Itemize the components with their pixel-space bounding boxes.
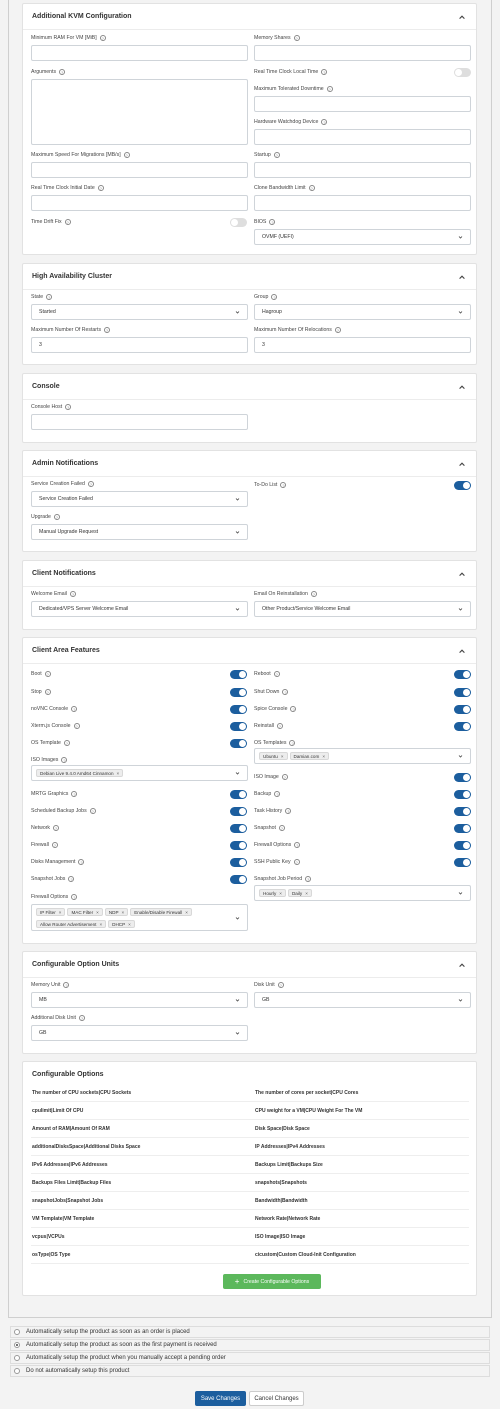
help-icon: ? xyxy=(80,1016,84,1021)
chevron-up-icon[interactable] xyxy=(458,460,466,468)
panel-title: Configurable Option Units xyxy=(32,961,120,968)
max-relocations-input[interactable]: 3 xyxy=(254,337,471,353)
os-templates-label: OS Templates ? xyxy=(254,740,294,746)
chevron-down-icon xyxy=(235,771,240,776)
snapshot-period-label: Snapshot Job Period ? xyxy=(254,876,310,882)
clone-bw-label: Clone Bandwidth Limit ? xyxy=(254,185,313,191)
kvm-panel xyxy=(22,3,477,255)
panel-title: Client Area Features xyxy=(32,647,100,654)
row-divider xyxy=(31,1101,469,1102)
xterm-toggle[interactable] xyxy=(230,722,247,731)
todo-toggle[interactable] xyxy=(454,481,471,490)
tag: MAC Filter × xyxy=(67,908,102,916)
help-icon: ? xyxy=(48,295,51,300)
reinstall-email-label: Email On Reinstallation ? xyxy=(254,591,316,597)
backup-toggle[interactable] xyxy=(454,790,471,799)
bios-label: BIOS ? xyxy=(254,219,274,225)
mrtg-toggle[interactable] xyxy=(230,790,247,799)
configurable-option-item: The number of CPU sockets|CPU Sockets xyxy=(32,1090,132,1096)
remove-icon[interactable]: × xyxy=(116,770,120,776)
chevron-down-icon xyxy=(235,916,240,921)
watchdog-input[interactable] xyxy=(254,129,471,145)
disks-toggle[interactable] xyxy=(230,858,247,867)
tag: NDP × xyxy=(105,908,128,916)
help-icon: ? xyxy=(55,515,59,520)
client-notifications-panel xyxy=(22,560,477,630)
help-icon: ? xyxy=(46,672,49,677)
network-toggle[interactable] xyxy=(230,824,247,833)
firewall-label: Firewall ? xyxy=(31,842,56,848)
additional-disk-unit-label: Additional Disk Unit ? xyxy=(31,1015,84,1021)
stop-label: Stop ? xyxy=(31,689,49,695)
remove-icon[interactable]: × xyxy=(185,909,188,915)
radio[interactable] xyxy=(14,1329,20,1335)
help-icon: ? xyxy=(60,70,64,75)
shutdown-toggle[interactable] xyxy=(454,688,471,697)
panel-header[interactable] xyxy=(23,374,476,400)
help-icon: ? xyxy=(99,186,102,191)
configurable-option-item: snapshotJobs|Snapshot Jobs xyxy=(32,1198,104,1204)
help-icon: ? xyxy=(291,741,294,746)
help-icon: ? xyxy=(295,36,298,41)
radio[interactable] xyxy=(14,1368,20,1374)
help-icon: ? xyxy=(280,826,284,831)
time-drift-toggle[interactable] xyxy=(230,218,247,227)
memory-unit-select[interactable]: MB xyxy=(31,992,248,1008)
os-templates-select[interactable] xyxy=(254,748,471,764)
help-icon: ? xyxy=(66,220,69,225)
stop-toggle[interactable] xyxy=(230,688,247,697)
row-divider xyxy=(31,1155,469,1156)
panel-title: Configurable Options xyxy=(32,1071,104,1078)
task-history-label: Task History ? xyxy=(254,808,290,814)
help-icon: ? xyxy=(73,792,76,797)
clone-bw-input[interactable] xyxy=(254,195,471,211)
firewall-options-label: Firewall Options ? xyxy=(254,842,299,848)
setup-option-manual-accept[interactable]: Automatically setup the product when you manually accept a pending order xyxy=(10,1352,490,1364)
rtc-local-toggle[interactable] xyxy=(454,68,471,77)
chevron-up-icon[interactable] xyxy=(458,383,466,391)
option-units-panel xyxy=(22,951,477,1054)
rtc-date-input[interactable] xyxy=(31,195,248,211)
panel-header[interactable] xyxy=(23,451,476,477)
tag: Allow Router Advertisement × xyxy=(36,920,106,928)
state-label: State ? xyxy=(31,294,51,300)
spice-label: Spice Console ? xyxy=(254,706,295,712)
radio[interactable] xyxy=(14,1355,20,1361)
boot-toggle[interactable] xyxy=(230,670,247,679)
arguments-label: Arguments ? xyxy=(31,69,64,75)
chevron-down-icon xyxy=(235,1031,240,1036)
help-icon: ? xyxy=(271,220,274,225)
remove-icon[interactable]: × xyxy=(305,890,308,896)
novnc-label: noVNC Console ? xyxy=(31,706,76,712)
help-icon: ? xyxy=(273,295,276,300)
ssh-key-toggle[interactable] xyxy=(454,858,471,867)
help-icon: ? xyxy=(275,153,278,158)
upgrade-label: Upgrade ? xyxy=(31,514,59,520)
help-icon: ? xyxy=(71,592,75,597)
reboot-label: Reboot ? xyxy=(254,671,278,677)
reinstall-label: Reinstall ? xyxy=(254,723,282,729)
boot-label: Boot ? xyxy=(31,671,49,677)
snapshot-label: Snapshot ? xyxy=(254,825,284,831)
setup-option-none[interactable]: Do not automatically setup this product xyxy=(10,1365,490,1377)
sched-backup-label: Scheduled Backup Jobs ? xyxy=(31,808,94,814)
state-select[interactable]: Started xyxy=(31,304,248,320)
help-icon: ? xyxy=(91,809,94,814)
plus-icon: + xyxy=(234,1276,240,1286)
row-divider xyxy=(31,1263,469,1264)
tag: DHCP × xyxy=(108,920,135,928)
panel-header[interactable] xyxy=(23,561,476,587)
chevron-down-icon xyxy=(235,607,240,612)
chevron-down-icon xyxy=(458,754,463,759)
console-panel xyxy=(22,373,477,443)
max-speed-input[interactable] xyxy=(31,162,248,178)
help-icon: ? xyxy=(73,895,76,900)
creation-failed-select[interactable]: Service Creation Failed xyxy=(31,491,248,507)
help-icon: ? xyxy=(276,792,279,797)
max-relocations-label: Maximum Number Of Relocations ? xyxy=(254,327,339,333)
help-icon: ? xyxy=(279,983,282,988)
help-icon: ? xyxy=(275,672,278,677)
remove-icon[interactable]: × xyxy=(96,909,99,915)
min-ram-label: Minimum RAM For VM [MiB] ? xyxy=(31,35,104,41)
row-divider xyxy=(31,1209,469,1210)
rtc-date-label: Real Time Clock Initial Date ? xyxy=(31,185,102,191)
tag: Daily × xyxy=(288,889,312,897)
panel-header[interactable] xyxy=(23,4,476,30)
panel-header[interactable] xyxy=(23,952,476,978)
snapshot-jobs-toggle[interactable] xyxy=(230,875,247,884)
iso-image-label: ISO Image ? xyxy=(254,774,286,780)
snapshot-jobs-label: Snapshot Jobs ? xyxy=(31,876,73,882)
configurable-option-item: Backups Limit|Backups Size xyxy=(255,1162,323,1168)
upgrade-select[interactable]: Manual Upgrade Request xyxy=(31,524,248,540)
memory-unit-label: Memory Unit ? xyxy=(31,982,68,988)
cancel-changes-button[interactable]: Cancel Changes xyxy=(249,1391,304,1406)
help-icon: ? xyxy=(312,592,316,597)
todo-label: To-Do List ? xyxy=(254,482,285,488)
os-template-label: OS Template ? xyxy=(31,740,68,746)
configurable-option-item: The number of cores per socket|CPU Cores xyxy=(255,1090,359,1096)
configurable-option-item: vcpus|VCPUs xyxy=(32,1234,65,1240)
os-template-toggle[interactable] xyxy=(230,739,247,748)
ssh-key-label: SSH Public Key ? xyxy=(254,859,298,865)
help-icon: ? xyxy=(89,482,93,487)
tag: IP Filter × xyxy=(36,908,65,916)
chevron-down-icon xyxy=(458,310,463,315)
help-icon: ? xyxy=(328,87,331,92)
chevron-up-icon[interactable] xyxy=(458,570,466,578)
iso-images-select[interactable] xyxy=(31,765,248,781)
panel-header xyxy=(23,1062,476,1088)
creation-failed-label: Service Creation Failed ? xyxy=(31,481,93,487)
panel-title: Client Notifications xyxy=(32,570,96,577)
startup-input[interactable] xyxy=(254,162,471,178)
remove-icon[interactable]: × xyxy=(99,921,103,927)
chevron-up-icon[interactable] xyxy=(458,13,466,21)
disk-unit-label: Disk Unit ? xyxy=(254,982,282,988)
remove-icon[interactable]: × xyxy=(121,909,125,915)
console-host-label: Console Host ? xyxy=(31,404,70,410)
panel-header[interactable] xyxy=(23,264,476,290)
configurable-option-item: CPU weight for a VM|CPU Weight For The VM xyxy=(255,1108,363,1114)
additional-disk-unit-select[interactable]: GB xyxy=(31,1025,248,1041)
chevron-down-icon xyxy=(235,530,240,535)
bios-select[interactable]: OVMF (UEFI) xyxy=(254,229,471,245)
tag: Hourly × xyxy=(259,889,286,897)
iso-images-label: ISO Images ? xyxy=(31,757,66,763)
remove-icon[interactable]: × xyxy=(279,890,282,896)
help-icon: ? xyxy=(292,707,295,712)
configurable-options-panel xyxy=(22,1061,477,1296)
help-icon: ? xyxy=(63,758,66,763)
novnc-toggle[interactable] xyxy=(230,705,247,714)
console-host-input[interactable] xyxy=(31,414,248,430)
help-icon: ? xyxy=(73,707,76,712)
panel-title: High Availability Cluster xyxy=(32,273,112,280)
chevron-down-icon xyxy=(235,497,240,502)
group-label: Group ? xyxy=(254,294,276,300)
rtc-local-label: Real Time Clock Local Time ? xyxy=(254,69,326,75)
max-restarts-input[interactable]: 3 xyxy=(31,337,248,353)
chevron-down-icon xyxy=(235,310,240,315)
remove-icon[interactable]: × xyxy=(128,921,131,927)
help-icon: ? xyxy=(54,826,58,831)
configurable-option-item: Network Rate|Network Rate xyxy=(255,1216,321,1222)
row-divider xyxy=(31,1119,469,1120)
help-icon: ? xyxy=(101,36,104,41)
watchdog-label: Hardware Watchdog Device ? xyxy=(254,119,326,125)
reinstall-email-select[interactable]: Other Product/Service Welcome Email xyxy=(254,601,471,617)
mrtg-label: MRTG Graphics ? xyxy=(31,791,76,797)
firewall-toggle[interactable] xyxy=(230,841,247,850)
spice-toggle[interactable] xyxy=(454,705,471,714)
help-icon: ? xyxy=(284,690,287,695)
tag: Enable/Disable Firewall × xyxy=(130,908,192,916)
configurable-option-item: osType|OS Type xyxy=(32,1252,71,1258)
row-divider xyxy=(31,1245,469,1246)
help-icon: ? xyxy=(67,405,70,410)
configurable-option-item: Amount of RAM|Amount Of RAM xyxy=(32,1126,110,1132)
help-icon: ? xyxy=(336,328,339,333)
network-label: Network ? xyxy=(31,825,58,831)
time-drift-label: Time Drift Fix ? xyxy=(31,219,69,225)
max-downtime-label: Maximum Tolerated Downtime ? xyxy=(254,86,331,92)
reinstall-toggle[interactable] xyxy=(454,722,471,731)
help-icon: ? xyxy=(295,860,298,865)
help-icon: ? xyxy=(323,120,326,125)
chevron-down-icon xyxy=(235,998,240,1003)
help-icon: ? xyxy=(70,877,73,882)
panel-title: Console xyxy=(32,383,60,390)
max-downtime-input[interactable] xyxy=(254,96,471,112)
save-changes-button[interactable]: Save Changes xyxy=(195,1391,246,1406)
help-icon: ? xyxy=(283,775,286,780)
help-icon: ? xyxy=(282,483,285,488)
help-icon: ? xyxy=(65,741,68,746)
panel-title: Additional KVM Configuration xyxy=(32,13,132,20)
help-icon: ? xyxy=(46,690,49,695)
configurable-option-item: cpulimit|Limit Of CPU xyxy=(32,1108,84,1114)
client-area-features-panel xyxy=(22,637,477,944)
snapshot-toggle[interactable] xyxy=(454,824,471,833)
configurable-option-item: Backups Files Limit|Backup Files xyxy=(32,1180,112,1186)
reboot-toggle[interactable] xyxy=(454,670,471,679)
group-select[interactable]: Hagroup xyxy=(254,304,471,320)
help-icon: ? xyxy=(65,983,68,988)
help-icon: ? xyxy=(310,186,313,191)
chevron-up-icon[interactable] xyxy=(458,273,466,281)
row-divider xyxy=(31,1137,469,1138)
xterm-label: Xterm.js Console ? xyxy=(31,723,78,729)
welcome-email-label: Welcome Email ? xyxy=(31,591,75,597)
panel-title: Admin Notifications xyxy=(32,460,99,467)
help-icon: ? xyxy=(105,328,109,333)
configurable-option-item: IP Addresses|IPv4 Addresses xyxy=(255,1144,325,1150)
memory-shares-label: Memory Shares ? xyxy=(254,35,298,41)
chevron-up-icon[interactable] xyxy=(458,961,466,969)
welcome-email-select[interactable]: Dedicated/VPS Server Welcome Email xyxy=(31,601,248,617)
help-icon: ? xyxy=(125,153,128,158)
admin-notifications-panel xyxy=(22,450,477,552)
panel-header[interactable] xyxy=(23,638,476,664)
firewall-options-select[interactable] xyxy=(31,904,248,931)
startup-label: Startup ? xyxy=(254,152,278,158)
configurable-option-item: additionalDisksSpace|Additional Disks Space xyxy=(32,1144,141,1150)
setup-option-order-placed[interactable]: Automatically setup the product as soon as an order is placed xyxy=(10,1326,490,1338)
chevron-down-icon xyxy=(458,891,463,896)
configurable-option-item: snapshots|Snapshots xyxy=(255,1180,307,1186)
setup-option-first-payment[interactable]: Automatically setup the product as soon as the first payment is received xyxy=(10,1339,490,1351)
remove-icon[interactable]: × xyxy=(58,909,62,915)
configurable-option-item: IPv6 Addresses|IPv6 Addresses xyxy=(32,1162,108,1168)
iso-image-toggle[interactable] xyxy=(454,773,471,782)
arguments-textarea[interactable] xyxy=(31,79,248,145)
row-divider xyxy=(31,1191,469,1192)
remove-icon[interactable]: × xyxy=(280,753,284,759)
configurable-option-item: ISO Image|ISO Image xyxy=(255,1234,306,1240)
help-icon: ? xyxy=(287,809,290,814)
shutdown-label: Shut Down ? xyxy=(254,689,287,695)
configurable-option-item: Disk Space|Disk Space xyxy=(255,1126,310,1132)
ha-panel xyxy=(22,263,477,365)
backup-label: Backup ? xyxy=(254,791,279,797)
row-divider xyxy=(31,1227,469,1228)
help-icon: ? xyxy=(80,860,83,865)
tag: Debian Live 9.4.0 Amd64 Cinnamon × xyxy=(36,769,123,777)
max-restarts-label: Maximum Number Of Restarts ? xyxy=(31,327,109,333)
help-icon: ? xyxy=(53,843,56,848)
sched-backup-toggle[interactable] xyxy=(230,807,247,816)
configurable-option-item: Bandwidth|Bandwidth xyxy=(255,1198,308,1204)
configurable-option-item: cicustom|Custom Cloud-Init Configuration xyxy=(255,1252,356,1258)
chevron-up-icon[interactable] xyxy=(458,647,466,655)
min-ram-input[interactable] xyxy=(31,45,248,61)
firewall-options-toggle[interactable] xyxy=(454,841,471,850)
task-history-toggle[interactable] xyxy=(454,807,471,816)
tag: Ubuntu × xyxy=(259,752,288,760)
help-icon: ? xyxy=(278,724,282,729)
disks-label: Disks Management ? xyxy=(31,859,83,865)
memory-shares-input[interactable] xyxy=(254,45,471,61)
chevron-down-icon xyxy=(458,235,463,240)
chevron-down-icon xyxy=(458,607,463,612)
help-icon: ? xyxy=(307,877,310,882)
help-icon: ? xyxy=(323,70,326,75)
create-configurable-options-button[interactable]: + Create Configurable Options xyxy=(223,1274,321,1289)
row-divider xyxy=(31,1173,469,1174)
snapshot-period-select[interactable] xyxy=(254,885,471,901)
firewall-options-select-label: Firewall Options ? xyxy=(31,894,76,900)
configurable-option-item: VM Template|VM Template xyxy=(32,1216,95,1222)
help-icon: ? xyxy=(75,724,78,729)
disk-unit-select[interactable]: GB xyxy=(254,992,471,1008)
tag: Damian.com × xyxy=(290,752,329,760)
help-icon: ? xyxy=(296,843,299,848)
max-speed-label: Maximum Speed For Migrations [MB/s] ? xyxy=(31,152,128,158)
chevron-down-icon xyxy=(458,998,463,1003)
radio[interactable] xyxy=(14,1342,20,1348)
remove-icon[interactable]: × xyxy=(322,753,325,759)
